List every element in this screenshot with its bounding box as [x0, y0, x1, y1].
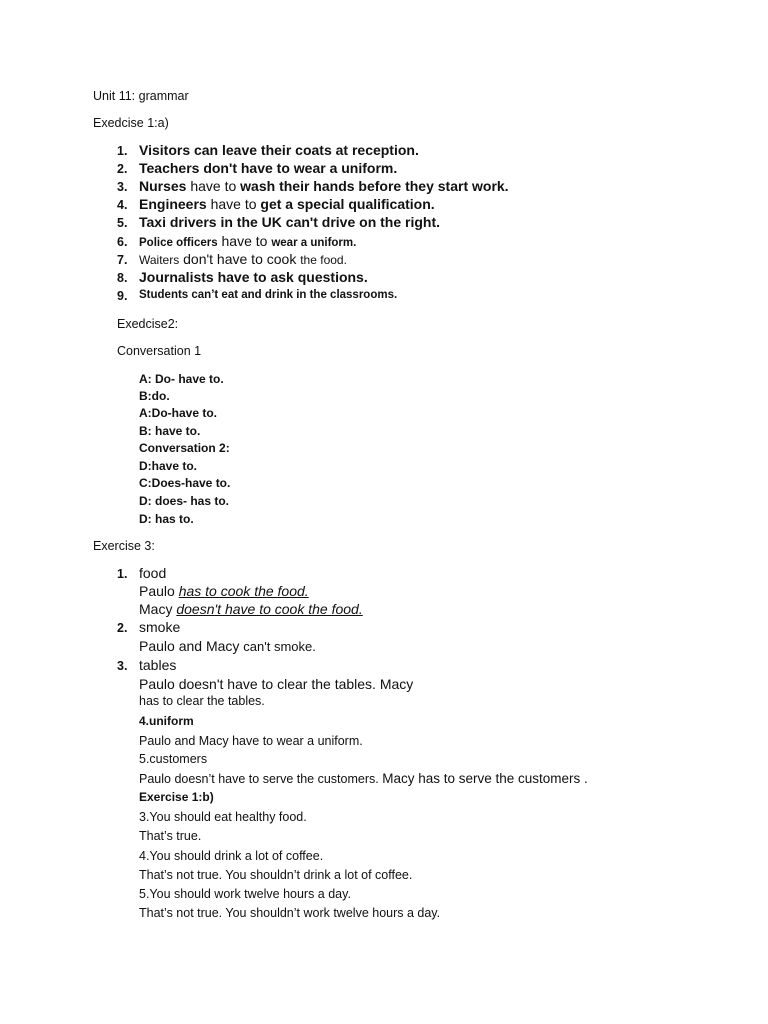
exercise-3-word: food: [139, 565, 167, 581]
answer-line: Macy doesn't have to cook the food.: [139, 601, 363, 617]
exercise-3-word: 4.uniform: [139, 714, 194, 728]
list-item-number: 1.: [117, 567, 128, 581]
exercise-1b-heading: Exercise 1:b): [139, 790, 214, 804]
answer-line: Paulo and Macy can't smoke.: [139, 638, 316, 654]
list-item-number: 3.: [117, 180, 128, 194]
list-item-number: 2.: [117, 621, 128, 635]
list-item-number: 3.: [117, 659, 128, 673]
conversation-1-label: Conversation 1: [117, 344, 202, 358]
list-item: Teachers don't have to wear a uniform.: [139, 160, 398, 176]
answer-line: That’s true.: [139, 829, 202, 843]
list-item: Visitors can leave their coats at reception.: [139, 142, 419, 158]
answer-line: Paulo doesn't have to clear the tables. Macy: [139, 676, 414, 692]
list-item: Taxi drivers in the UK can't drive on the right.: [139, 214, 441, 230]
answer-line: has to clear the tables.: [139, 694, 265, 708]
list-item-number: 2.: [117, 162, 128, 176]
list-item-number: 8.: [117, 271, 128, 285]
dialogue-line: A: Do- have to.: [139, 372, 224, 386]
page-title: Unit 11: grammar: [93, 89, 189, 103]
dialogue-line: C:Does-have to.: [139, 476, 231, 490]
exercise-3-heading: Exercise 3:: [93, 539, 155, 553]
list-item-number: 6.: [117, 235, 128, 249]
list-item-number: 9.: [117, 289, 128, 303]
list-item-number: 4.: [117, 198, 128, 212]
answer-line: Paulo and Macy have to wear a uniform.: [139, 734, 363, 748]
exercise-3-word: smoke: [139, 619, 181, 635]
answer-line: That’s not true. You shouldn’t drink a lot of coffee.: [139, 868, 413, 882]
conversation-2-label: Conversation 2:: [139, 441, 230, 455]
dialogue-line: D: does- has to.: [139, 494, 230, 508]
dialogue-line: B: have to.: [139, 424, 201, 438]
answer-line: Paulo doesn’t have to serve the customers. Macy has to serve the customers .: [139, 771, 588, 786]
list-item: Waiters don't have to cook the food.: [139, 251, 347, 267]
list-item: Journalists have to ask questions.: [139, 269, 368, 285]
dialogue-line: A:Do-have to.: [139, 406, 217, 420]
dialogue-line: B:do.: [139, 389, 170, 403]
list-item-number: 1.: [117, 144, 128, 158]
list-item: Engineers have to get a special qualification.: [139, 196, 435, 212]
exercise-3-word: tables: [139, 657, 177, 673]
answer-line: 4.You should drink a lot of coffee.: [139, 849, 324, 863]
answer-line: That’s not true. You shouldn’t work twelve hours a day.: [139, 906, 441, 920]
list-item: Students can’t eat and drink in the classrooms.: [139, 289, 398, 301]
list-item: Nurses have to wash their hands before they start work.: [139, 178, 509, 194]
answer-line: 5.You should work twelve hours a day.: [139, 887, 351, 901]
exercise-2-heading: Exedcise2:: [117, 317, 179, 331]
list-item-number: 7.: [117, 253, 128, 267]
dialogue-line: D: has to.: [139, 512, 194, 526]
dialogue-line: D:have to.: [139, 459, 198, 473]
answer-line: Paulo has to cook the food.: [139, 583, 309, 599]
list-item: Police officers have to wear a uniform.: [139, 233, 357, 249]
exercise-3-word: 5.customers: [139, 752, 208, 766]
exercise-1a-heading: Exedcise 1:a): [93, 116, 169, 130]
answer-line: 3.You should eat healthy food.: [139, 810, 307, 824]
list-item-number: 5.: [117, 216, 128, 230]
